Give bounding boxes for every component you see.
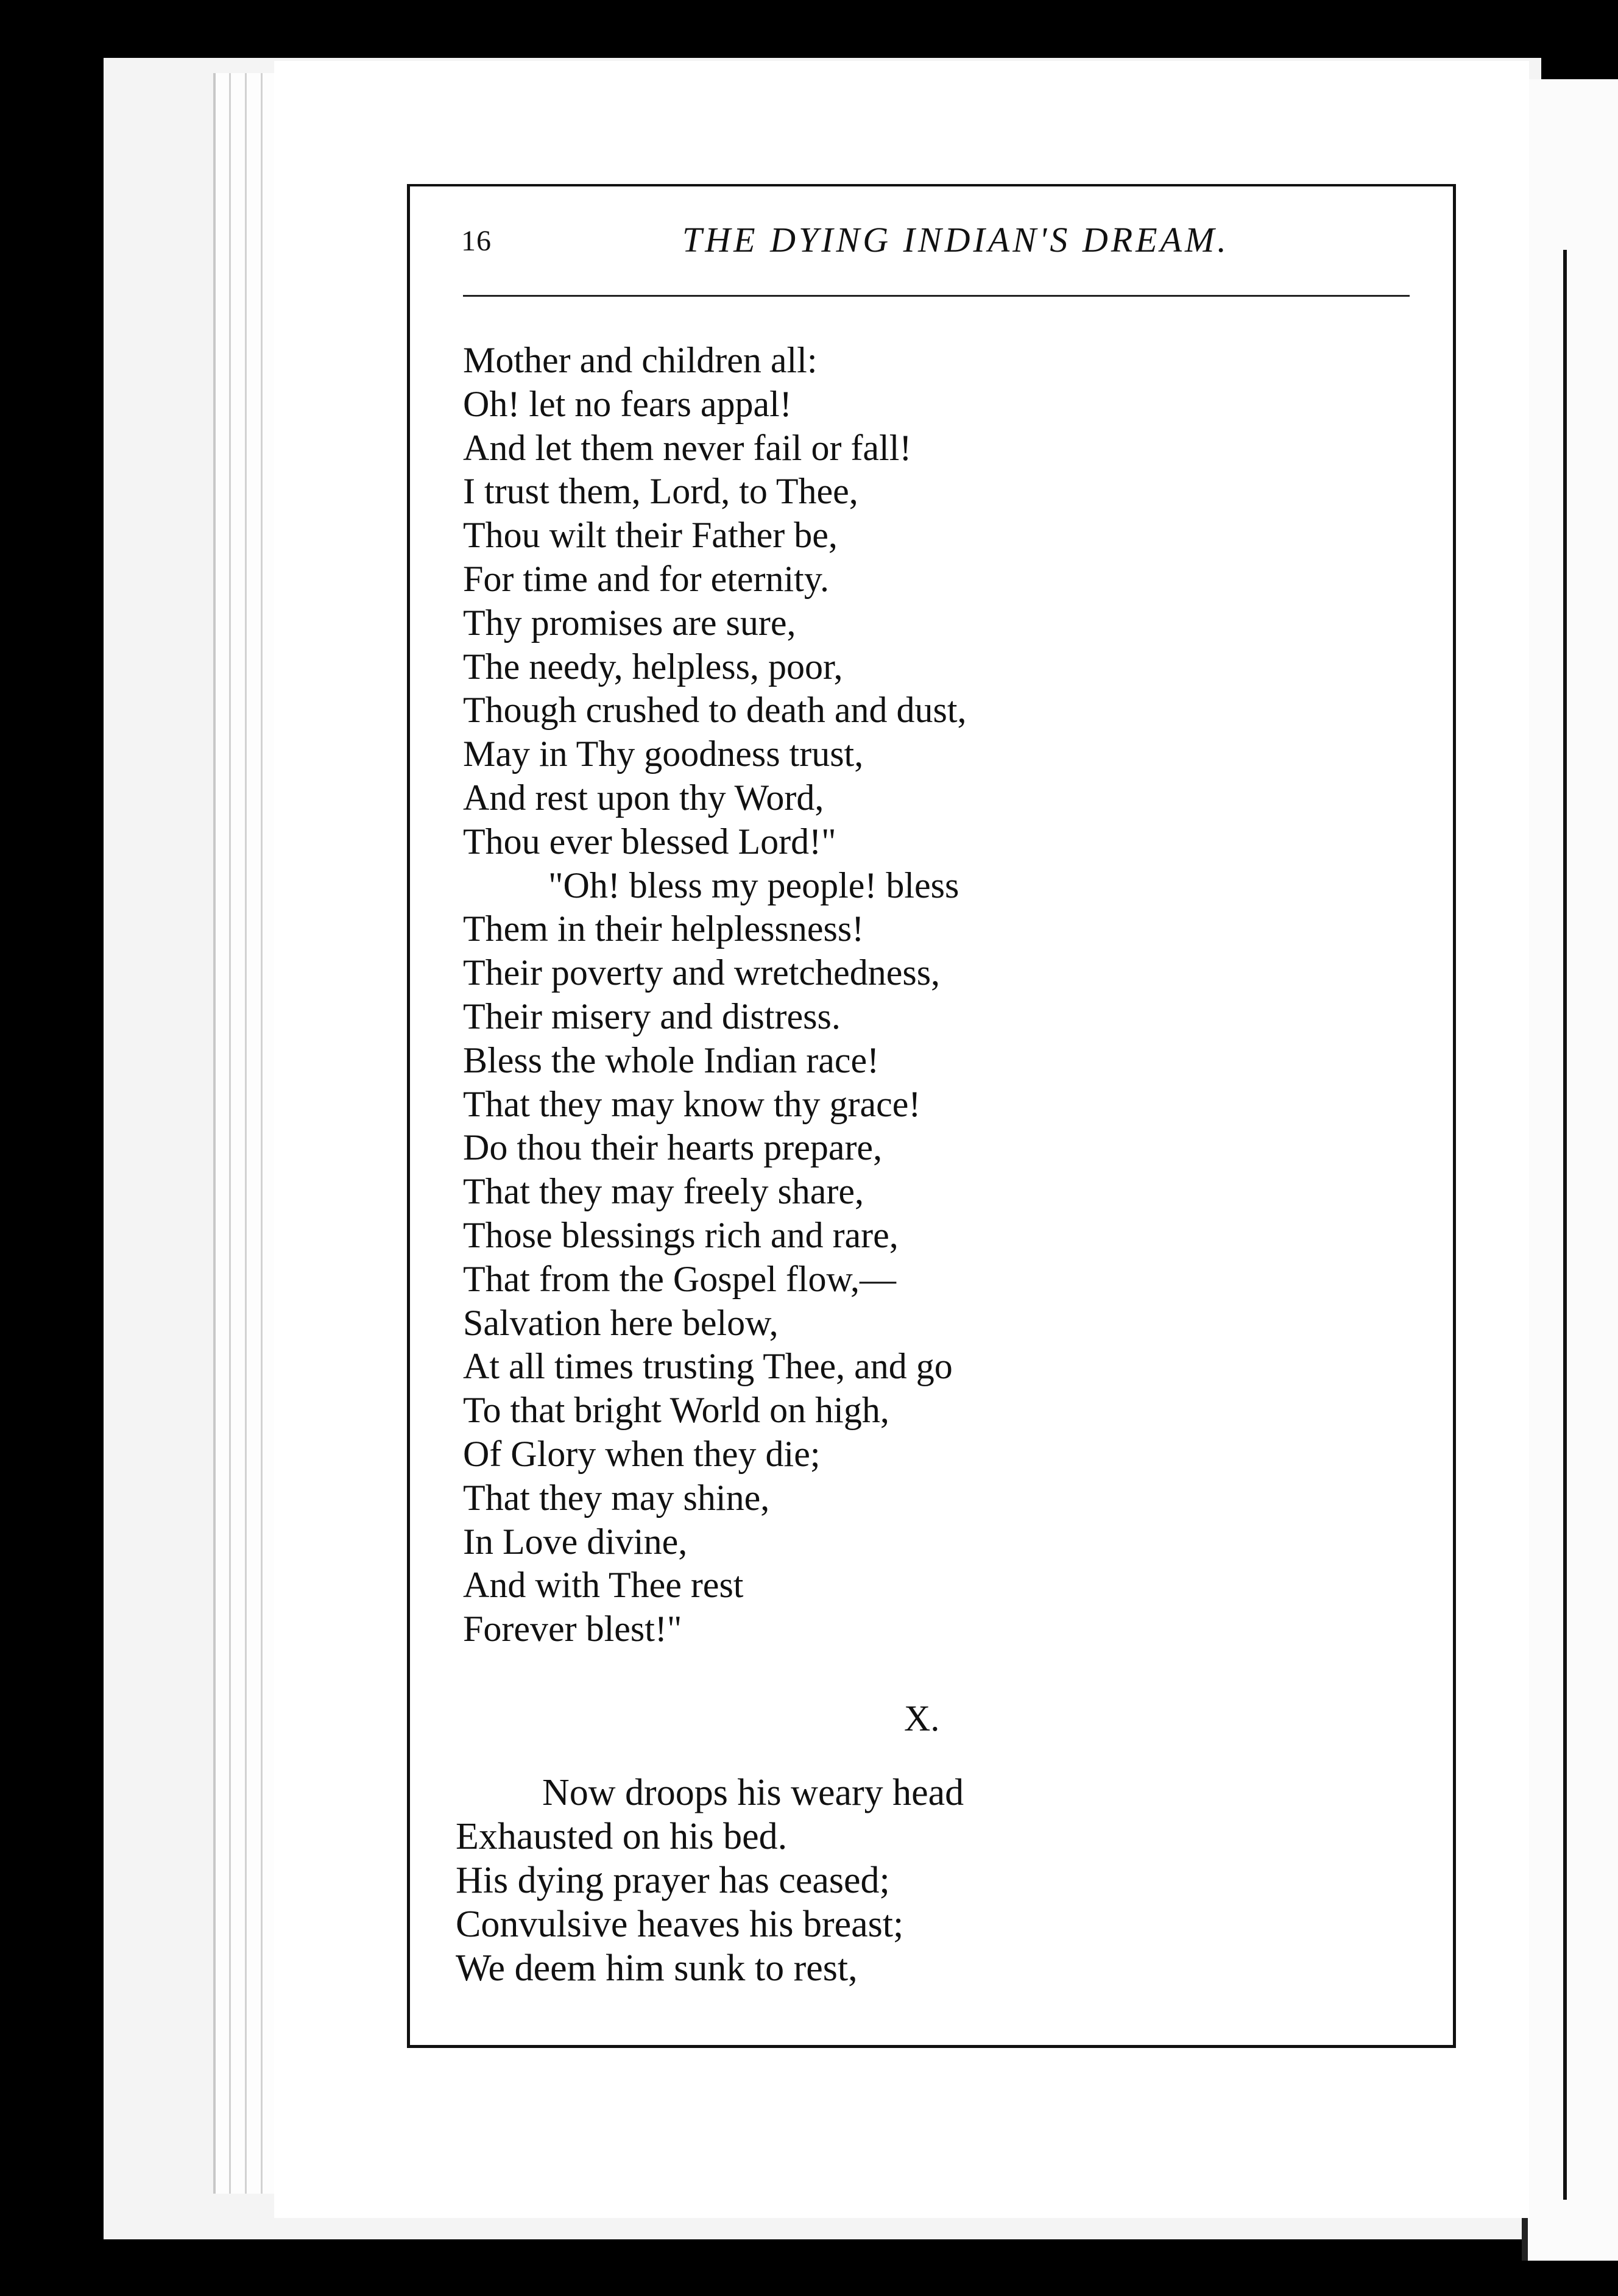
section-heading: X.	[904, 1698, 940, 1738]
poem-line: Those blessings rich and rare,	[463, 1214, 899, 1255]
running-title: THE DYING INDIAN'S DREAM.	[682, 220, 1229, 260]
poem-line: And rest upon thy Word,	[463, 777, 824, 818]
book-page-edges	[213, 73, 283, 2194]
poem-line: Convulsive heaves his breast;	[456, 1904, 904, 1945]
poem-line: His dying prayer has ceased;	[456, 1860, 890, 1901]
header-rule	[463, 295, 1410, 297]
poem-line: Mother and children all:	[463, 340, 818, 380]
poem-line: In Love divine,	[463, 1521, 688, 1562]
poem-line: Salvation here below,	[463, 1302, 779, 1343]
poem-line: That they may freely share,	[463, 1171, 864, 1212]
poem-line: For time and for eternity.	[463, 558, 829, 599]
poem-line: That from the Gospel flow,—	[463, 1258, 896, 1299]
poem-line: Thou ever blessed Lord!"	[463, 821, 836, 862]
poem-line: That they may know thy grace!	[463, 1083, 921, 1124]
poem-line: The needy, helpless, poor,	[463, 646, 843, 687]
poem-line: At all times trusting Thee, and go	[463, 1346, 953, 1387]
poem-line: "Oh! bless my people! bless	[548, 865, 959, 905]
poem-line: And let them never fail or fall!	[463, 427, 912, 468]
page-number: 16	[461, 225, 492, 257]
poem-line: Exhausted on his bed.	[456, 1816, 788, 1857]
poem-line: That they may shine,	[463, 1477, 770, 1518]
poem-line: Oh! let no fears appal!	[463, 383, 792, 424]
poem-line: Forever blest!"	[463, 1609, 682, 1649]
poem-line: To that bright World on high,	[463, 1390, 889, 1431]
poem-line: Bless the whole Indian race!	[463, 1040, 880, 1080]
poem-line: And with Thee rest	[463, 1565, 744, 1606]
poem-line: Of Glory when they die;	[463, 1433, 821, 1474]
poem-line: Now droops his weary head	[542, 1772, 964, 1813]
facing-page-rule	[1563, 250, 1567, 2200]
poem-line: Them in their helplessness!	[463, 909, 864, 949]
poem-line: Do thou their hearts prepare,	[463, 1127, 883, 1168]
poem-line: Though crushed to death and dust,	[463, 690, 967, 731]
poem-line: I trust them, Lord, to Thee,	[463, 471, 858, 512]
poem-line: Their misery and distress.	[463, 996, 841, 1036]
poem-stanza-1	[463, 339, 967, 1651]
poem-line: Thou wilt their Father be,	[463, 515, 838, 556]
poem-stanza-2	[456, 1771, 964, 1990]
facing-page-edge	[1522, 79, 1618, 2261]
poem-line: We deem him sunk to rest,	[456, 1947, 858, 1989]
poem-line: May in Thy goodness trust,	[463, 734, 864, 774]
poem-line: Their poverty and wretchedness,	[463, 952, 941, 993]
poem-line: Thy promises are sure,	[463, 602, 796, 643]
